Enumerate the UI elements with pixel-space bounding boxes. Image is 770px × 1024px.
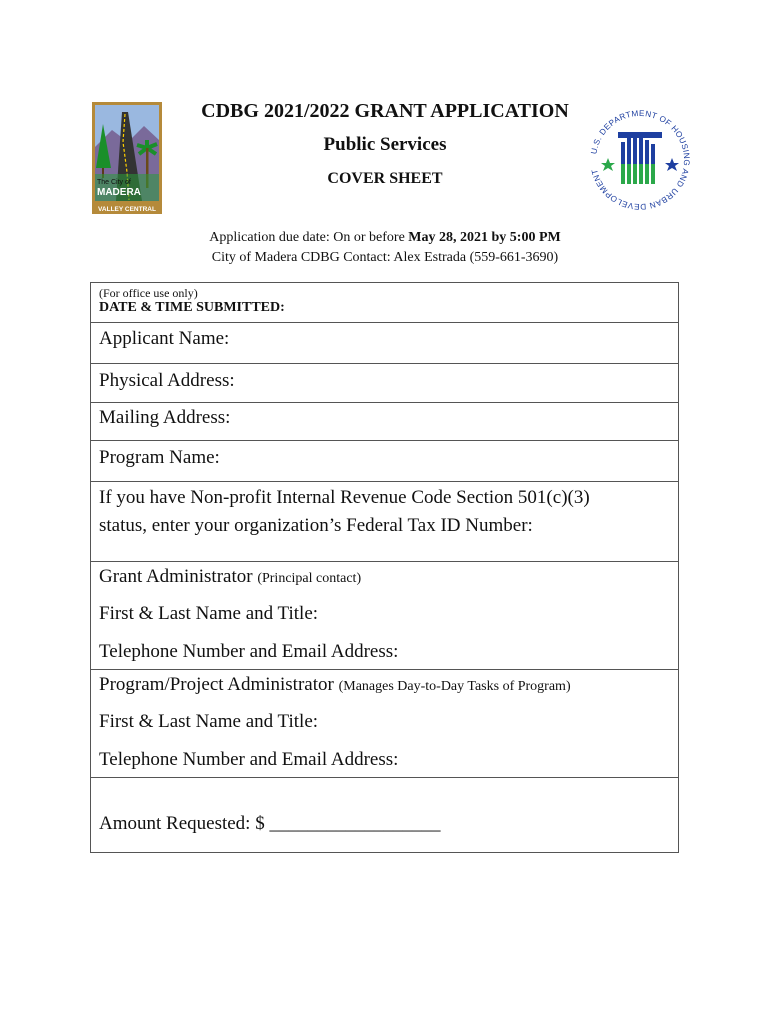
office-use-row[interactable] [91, 283, 678, 323]
logo-city-text: The City of [97, 179, 131, 186]
grant-administrator-heading [99, 565, 670, 591]
project-administrator-section[interactable] [91, 670, 678, 778]
page-title: CDBG 2021/2022 GRANT APPLICATION [201, 100, 569, 122]
grant-administrator-label: Grant Administrator [99, 566, 253, 587]
logo-city-name: MADERA [97, 187, 141, 198]
project-administrator-label: Program/Project Administrator [99, 674, 334, 695]
tax-id-label-line-2: status, enter your organization’s Federal Tax ID Number: [99, 515, 533, 536]
federal-tax-id-field[interactable] [91, 482, 678, 562]
application-form [90, 282, 679, 853]
date-time-submitted-label: DATE & TIME SUBMITTED: [99, 300, 285, 315]
due-date-prefix: Application due date: On or before [209, 230, 409, 245]
amount-requested-field[interactable] [91, 778, 678, 852]
physical-address-field[interactable] [91, 364, 678, 403]
due-date-block [90, 228, 680, 268]
hud-seal-text: U.S. DEPARTMENT OF HOUSING AND URBAN DEVELOPMENT [589, 108, 692, 212]
applicant-name-field[interactable] [91, 323, 678, 364]
amount-requested-label: Amount Requested: $ __________________ [99, 813, 441, 834]
tax-id-label-line-1: If you have Non-profit Internal Revenue Code Section 501(c)(3) [99, 487, 590, 508]
logo-tagline: VALLEY CENTRAL [98, 206, 156, 213]
cover-sheet-label: COVER SHEET [327, 170, 443, 187]
grant-admin-name-label: First & Last Name and Title: [99, 603, 319, 624]
program-name-field[interactable] [91, 441, 678, 482]
project-admin-contact-label: Telephone Number and Email Address: [99, 749, 399, 770]
grant-administrator-section[interactable] [91, 562, 678, 670]
grant-admin-contact-label: Telephone Number and Email Address: [99, 641, 399, 662]
grant-administrator-note: (Principal contact) [257, 571, 362, 586]
document-header [190, 98, 580, 190]
contact-line: City of Madera CDBG Contact: Alex Estrada (559-661-3690) [211, 250, 559, 265]
applicant-name-label: Applicant Name: [99, 328, 230, 349]
due-date-line [90, 228, 680, 248]
mailing-address-label: Mailing Address: [99, 407, 231, 428]
mailing-address-field[interactable] [91, 403, 678, 441]
page-subtitle: Public Services [323, 134, 447, 155]
city-of-madera-logo [92, 102, 162, 214]
due-date-value: May 28, 2021 by 5:00 PM [408, 230, 561, 245]
project-administrator-note: (Manages Day-to-Day Tasks of Program) [338, 679, 571, 694]
hud-seal-logo [588, 108, 692, 212]
office-use-note: (For office use only) [99, 286, 198, 300]
physical-address-label: Physical Address: [99, 370, 235, 391]
project-admin-name-label: First & Last Name and Title: [99, 711, 319, 732]
program-name-label: Program Name: [99, 447, 220, 468]
project-administrator-heading [99, 673, 670, 699]
